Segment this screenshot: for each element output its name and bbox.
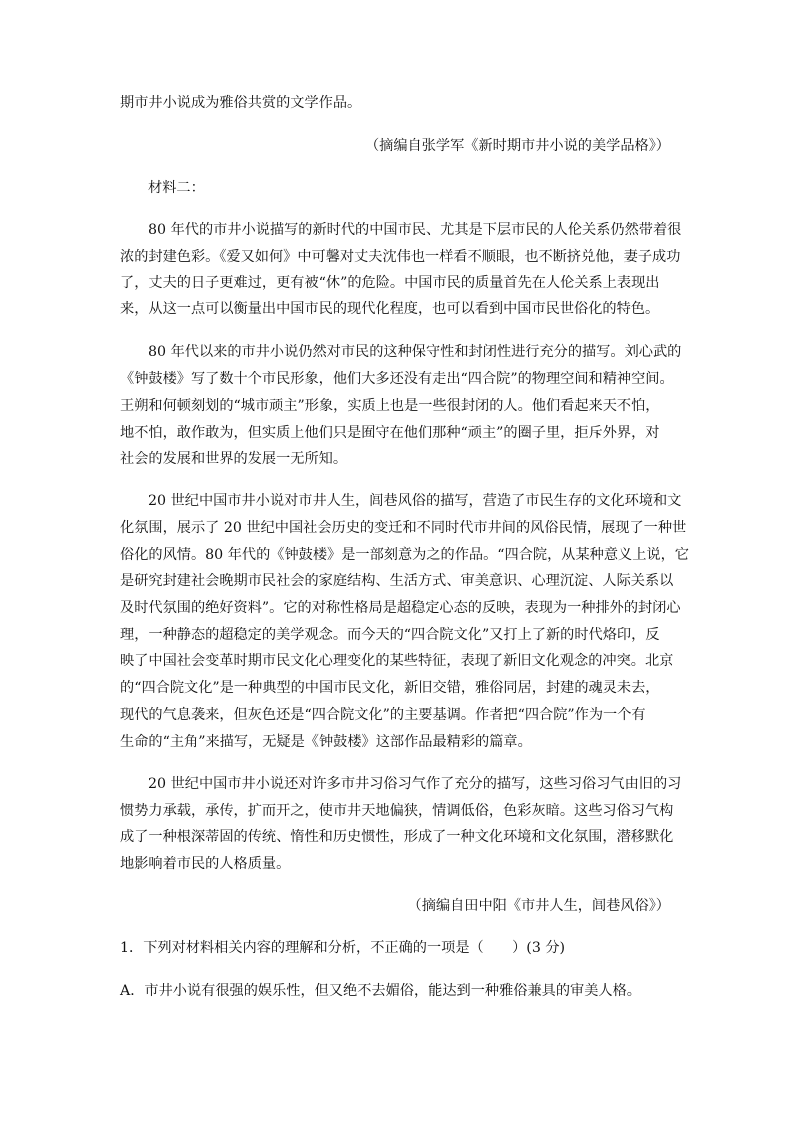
paragraph-3-line-5: 及时代氛围的绝好资料”。它的对称性格局是超稳定心态的反映，表现为一种排外的封闭心 bbox=[120, 600, 681, 616]
paragraph-1-line-4: 来，从这一点可以衡量出中国市民的现代化程度，也可以看到中国市民世俗化的特色。 bbox=[120, 301, 660, 317]
paragraph-1-line-1: 80 年代的市井小说描写的新时代的中国市民、尤其是下层市民的人伦关系仍然带着很 bbox=[148, 222, 682, 238]
paragraph-2-line-2: 《钟鼓楼》写了数十个市民形象，他们大多还没有走出“四合院”的物理空间和精神空间。 bbox=[120, 371, 674, 387]
paragraph-3-line-7: 映了中国社会变革时期市民文化心理变化的某些特征，表现了新旧文化观念的冲突。北京 bbox=[120, 653, 674, 669]
paragraph-1-line-3: 了，丈夫的日子更难过，更有被“休”的危险。中国市民的质量首先在人伦关系上表现出 bbox=[120, 275, 660, 291]
source-citation-1: （摘编自张学军《新时期市井小说的美学品格》） bbox=[364, 138, 670, 154]
option-a: A．市井小说有很强的娱乐性，但又绝不去媚俗，能达到一种雅俗兼具的审美人格。 bbox=[120, 983, 641, 999]
source-citation-2: （摘编自田中阳《市井人生，闾巷风俗》） bbox=[407, 898, 670, 914]
paragraph-4-line-2: 惯势力承载，承传，扩而开之，使市井天地偏狭，情调低俗，色彩灰暗。这些习俗习气构 bbox=[120, 803, 674, 819]
paragraph-2-line-4: 地不怕，敢作敢为，但实质上他们只是囿守在他们那种“顽主”的圈子里，拒斥外界，对 bbox=[120, 425, 660, 441]
paragraph-3-line-2: 化氛围，展示了 20 世纪中国社会历史的变迁和不同时代市井间的风俗民情，展现了一种世 bbox=[120, 520, 687, 536]
paragraph-3-line-3: 俗化的风情。80 年代的《钟鼓楼》是一部刻意为之的作品。“四合院，从某种意义上说，它 bbox=[120, 547, 689, 563]
paragraph-4-line-4: 地影响着市民的人格质量。 bbox=[120, 856, 291, 872]
paragraph-2-line-5: 社会的发展和世界的发展一无所知。 bbox=[120, 451, 348, 467]
paragraph-3-line-6: 理，一种静态的超稳定的美学观念。而今天的“四合院文化”又打上了新的时代烙印，反 bbox=[120, 627, 660, 643]
paragraph-3-line-8: 的“四合院文化”是一种典型的中国市民文化，新旧交错，雅俗同居，封建的魂灵未去， bbox=[120, 680, 660, 696]
paragraph-end-line: 期市井小说成为雅俗共赏的文学作品。 bbox=[120, 95, 362, 111]
paragraph-3-line-4: 是研究封建社会晚期市民社会的家庭结构、生活方式、审美意识、心理沉淀、人际关系以 bbox=[120, 573, 674, 589]
paragraph-3-line-10: 生命的“主角”来描写，无疑是《钟鼓楼》这部作品最精彩的篇章。 bbox=[120, 734, 532, 750]
paragraph-2-line-1: 80 年代以来的市井小说仍然对市民的这种保守性和封闭性进行充分的描写。刘心武的 bbox=[148, 344, 682, 360]
section-heading-material-2: 材料二： bbox=[148, 180, 205, 196]
paragraph-3-line-1: 20 世纪中国市井小说对市井人生，闾巷风俗的描写，营造了市民生存的文化环境和文 bbox=[148, 493, 682, 509]
paragraph-2-line-3: 王朔和何顿刻划的“城市顽主”形象，实质上也是一些很封闭的人。他们看起来天不怕， bbox=[120, 398, 660, 414]
question-1: 1．下列对材料相关内容的理解和分析，不正确的一项是（ ）(3 分) bbox=[120, 940, 566, 956]
paragraph-1-line-2: 浓的封建色彩。《爱又如何》中可馨对丈夫沈伟也一样看不顺眼，也不断挤兑他，妻子成功 bbox=[120, 249, 681, 265]
paragraph-4-line-3: 成了一种根深蒂固的传统、惰性和历史惯性，形成了一种文化环境和文化氛围，潜移默化 bbox=[120, 829, 674, 845]
paragraph-3-line-9: 现代的气息袭来，但灰色还是“四合院文化”的主要基调。作者把“四合院”作为一个有 bbox=[120, 707, 646, 723]
paragraph-4-line-1: 20 世纪中国市井小说还对许多市井习俗习气作了充分的描写，这些习俗习气由旧的习 bbox=[148, 776, 682, 792]
